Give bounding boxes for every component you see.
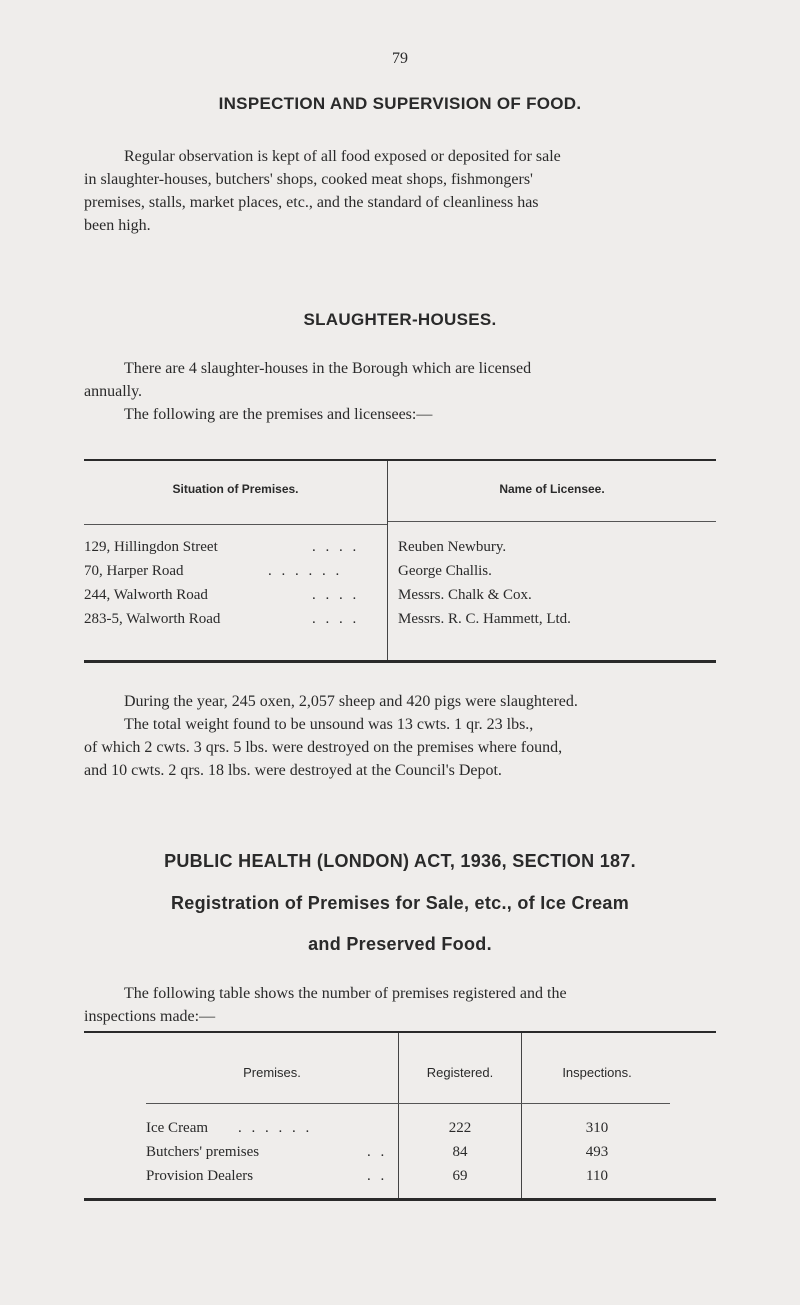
table2-leader-dots: . . xyxy=(367,1168,388,1184)
table1-premises: 244, Walworth Road xyxy=(84,587,208,603)
paragraph-line: Regular observation is kept of all food exposed or deposited for sale xyxy=(124,148,561,165)
slaughter-intro xyxy=(84,357,714,426)
table1-divider-lower xyxy=(387,583,388,660)
table1-licensee: George Challis. xyxy=(398,563,492,579)
table2-leader-dots: . . xyxy=(367,1144,388,1160)
paragraph-line: of which 2 cwts. 3 qrs. 5 lbs. were destroyed on the premises where found, xyxy=(84,739,563,756)
table1-header-rule-right xyxy=(388,521,716,522)
table2-premises: Butchers' premises xyxy=(146,1144,260,1160)
table1-bottom-rule xyxy=(84,660,716,663)
table2-header-rule xyxy=(146,1103,670,1104)
table2-inspections: 310 xyxy=(585,1120,609,1136)
table1-top-rule xyxy=(84,459,716,461)
paragraph-line: in slaughter-houses, butchers' shops, cooked meat shops, fishmongers' xyxy=(84,171,533,188)
section-title-public-health-act: PUBLIC HEALTH (LONDON) ACT, 1936, SECTION 187. xyxy=(164,851,636,871)
section-subtitle-registration: Registration of Premises for Sale, etc., of Ice Cream xyxy=(170,893,630,913)
paragraph-line: premises, stalls, market places, etc., and the standard of cleanliness has xyxy=(84,194,539,211)
paragraph-line: During the year, 245 oxen, 2,057 sheep and 420 pigs were slaughtered. xyxy=(124,693,578,710)
paragraph-line: The following are the premises and licensees:— xyxy=(124,406,433,423)
table2-premises: Ice Cream xyxy=(146,1120,209,1136)
table2-registered: 69 xyxy=(452,1168,468,1184)
paragraph-line: been high. xyxy=(84,217,151,234)
paragraph-line: and 10 cwts. 2 qrs. 18 lbs. were destroyed at the Council's Depot. xyxy=(84,762,502,779)
table1-premises: 283-5, Walworth Road xyxy=(84,611,221,627)
table1-leader-dots: . . . . xyxy=(312,611,360,627)
table1-leader-dots: . . . . xyxy=(312,539,360,555)
table1-header-premises: Situation of Premises. xyxy=(172,482,299,496)
section-title-slaughter-houses: SLAUGHTER-HOUSES. xyxy=(303,310,497,329)
table1-premises: 70, Harper Road xyxy=(84,563,184,579)
table1-leader-dots: . . . . xyxy=(312,587,360,603)
table1-leader-dots: . . . . . . xyxy=(268,563,343,579)
table1-licensee: Messrs. Chalk & Cox. xyxy=(398,587,532,603)
table1-header-licensee: Name of Licensee. xyxy=(499,482,605,496)
table2-registered: 84 xyxy=(452,1144,468,1160)
paragraph-line: inspections made:— xyxy=(84,1008,216,1025)
section-title-inspection: INSPECTION AND SUPERVISION OF FOOD. xyxy=(218,94,582,113)
table2-header-premises: Premises. xyxy=(243,1065,301,1080)
table1-premises: 129, Hillingdon Street xyxy=(84,539,218,555)
paragraph-line: annually. xyxy=(84,383,143,400)
slaughter-statistics xyxy=(84,690,714,782)
table2-inspections: 110 xyxy=(586,1168,608,1184)
table2-registered: 222 xyxy=(448,1120,472,1136)
table1-licensee: Reuben Newbury. xyxy=(398,539,507,555)
table2-bottom-rule xyxy=(84,1198,716,1201)
page-number: 79 xyxy=(392,50,408,67)
table1-licensee: Messrs. R. C. Hammett, Ltd. xyxy=(398,611,571,627)
table1-divider xyxy=(387,461,388,583)
section-subtitle-preserved-food: and Preserved Food. xyxy=(308,934,492,954)
table2-leader-dots: . . . . . . xyxy=(238,1120,313,1136)
paragraph-line: There are 4 slaughter-houses in the Borough which are licensed xyxy=(124,360,532,377)
paragraph-line: The following table shows the number of premises registered and the xyxy=(124,985,567,1002)
inspection-paragraph xyxy=(84,145,714,237)
table2-header-registered: Registered. xyxy=(426,1065,494,1080)
registration-intro xyxy=(84,982,714,1028)
table2-premises: Provision Dealers xyxy=(146,1168,254,1184)
table1-header-rule-left xyxy=(84,524,387,525)
paragraph-line: The total weight found to be unsound was 13 cwts. 1 qr. 23 lbs., xyxy=(124,716,534,733)
table2-header-inspections: Inspections. xyxy=(562,1065,632,1080)
table2-inspections: 493 xyxy=(585,1144,609,1160)
table2-top-rule xyxy=(84,1031,716,1033)
